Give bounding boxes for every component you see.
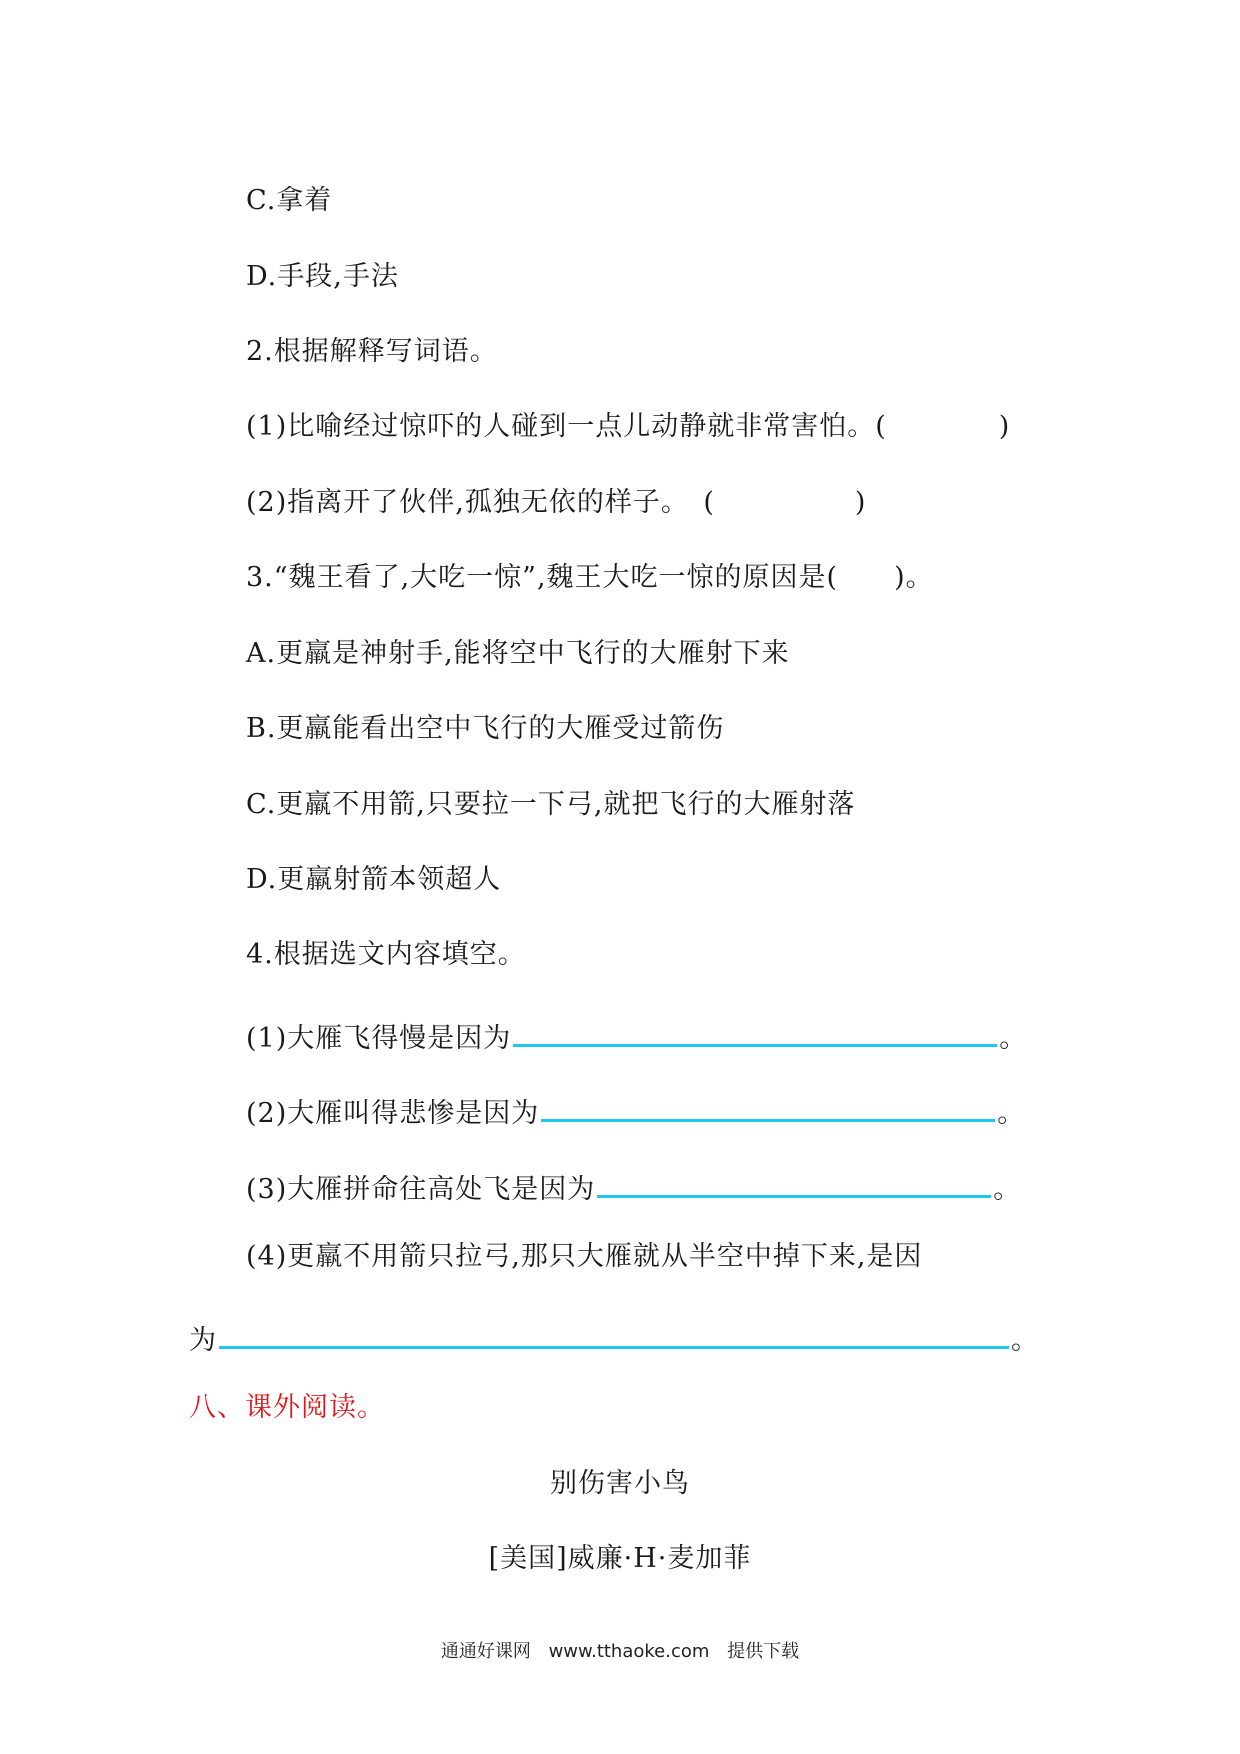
question-2: 2.根据解释写词语。 <box>246 336 498 367</box>
footer <box>0 1640 1240 1664</box>
fill-3-blank[interactable] <box>597 1165 991 1198</box>
article-author: [美国]威廉·H·麦加菲 <box>488 1543 752 1574</box>
footer-action: 提供下载 <box>727 1641 800 1662</box>
option-c: C.拿着 <box>246 185 333 216</box>
fill-3-prefix: (3)大雁拼命往高处飞是因为 <box>246 1174 596 1205</box>
fill-2 <box>246 1089 1025 1131</box>
fill-1-blank[interactable] <box>513 1014 997 1047</box>
article-title: 别伤害小鸟 <box>550 1468 690 1499</box>
option-a: A.更羸是神射手,能将空中飞行的大雁射下来 <box>246 638 790 669</box>
option-d2: D.更羸射箭本领超人 <box>246 864 502 895</box>
question-3: 3.“魏王看了,大吃一惊”,魏王大吃一惊的原因是( )。 <box>246 562 934 593</box>
fill-2-prefix: (2)大雁叫得悲惨是因为 <box>246 1098 540 1129</box>
fill-2-period: 。 <box>997 1098 1026 1129</box>
fill-1-period: 。 <box>999 1023 1028 1054</box>
question-2-2: (2)指离开了伙伴,孤独无依的样子。 ( ) <box>246 487 867 518</box>
footer-site-name: 通通好课网 <box>440 1641 531 1662</box>
question-2-1: (1)比喻经过惊吓的人碰到一点儿动静就非常害怕。( ) <box>246 411 1011 442</box>
fill-3-period: 。 <box>993 1174 1022 1205</box>
fill-4-period: 。 <box>1011 1325 1039 1356</box>
fill-1 <box>246 1014 1027 1056</box>
section-heading: 八、课外阅读。 <box>189 1392 385 1423</box>
fill-4-blank[interactable] <box>219 1316 1009 1349</box>
option-b: B.更羸能看出空中飞行的大雁受过箭伤 <box>246 713 725 744</box>
question-4: 4.根据选文内容填空。 <box>246 939 526 970</box>
fill-4-text: (4)更羸不用箭只拉弓,那只大雁就从半空中掉下来,是因 <box>246 1241 923 1272</box>
fill-3 <box>246 1165 1021 1207</box>
footer-url[interactable]: www.tthaoke.com <box>548 1641 710 1662</box>
option-d: D.手段,手法 <box>246 261 399 292</box>
fill-1-prefix: (1)大雁飞得慢是因为 <box>246 1023 512 1054</box>
fill-2-blank[interactable] <box>541 1089 995 1122</box>
fill-4-prefix: 为 <box>189 1325 217 1356</box>
fill-4 <box>189 1316 1039 1358</box>
option-c2: C.更羸不用箭,只要拉一下弓,就把飞行的大雁射落 <box>246 789 856 820</box>
